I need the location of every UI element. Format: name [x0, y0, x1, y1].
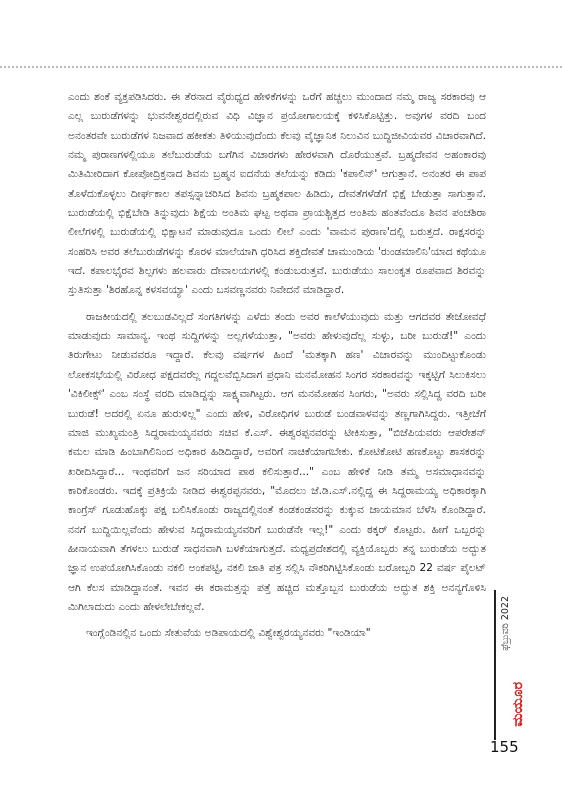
- page-side-margin: [494, 590, 534, 740]
- side-vertical-rule: [494, 590, 496, 740]
- issue-date: ಫೆಬ್ರುವರಿ 2022: [500, 596, 511, 651]
- article-body: [68, 88, 486, 644]
- page-number: 155: [490, 738, 519, 756]
- article-paragraph-2: ರಾಜಕೀಯದಲ್ಲಿ ತಲಬುಡವಿಲ್ಲದೆ ಸಂಗತಿಗಳನ್ನು ಎಳೆದು ತಂದು ಅವರ ಕಾಲೆಳೆಯುವುದು ಮತ್ತು ಆಗದವರ ತೇಜೋವಧೆ ಮಾಡುವುದು ಸಾಮಾನ್ಯ. ಇಂಥ ಸುದ್ದಿಗಳನ್ನು ಅಲ್ಲಗಳೆಯುತ್ತಾ, "ಅವರು ಹೇಳುವುದೆಲ್ಲ ಸುಳ್ಳು, ಬರೀ ಬುರುಡೆ!" ಎಂದು ತಿರುಗೇಟು ನೀಡುವವರೂ ಇದ್ದಾರೆ. ಕೆಲವು ವರ್ಷಗಳ ಹಿಂದೆ 'ಮತಕ್ಕಾಗಿ ಹಣ' ವಿಚಾರವನ್ನು ಮುಂದಿಟ್ಟುಕೊಂಡು ಲೋಕಸಭೆಯಲ್ಲಿ ವಿರೋಧ ಪಕ್ಷದವರೆಲ್ಲ ಗದ್ದಲವೆಬ್ಬಿಸಿದಾಗ ಪ್ರಧಾನಿ ಮನಮೋಹನ ಸಿಂಗರ ಸರಕಾರವನ್ನು ಇಕ್ಕಟ್ಟಿಗೆ ಸಿಲುಕಿಸಲು 'ವಿಕಿಲೀಕ್ಸ್' ಎಂಬ ಸಂಸ್ಥೆ ವರದಿ ಮಾಡಿದ್ದನ್ನು ಸಾಕ್ಷ್ಯವಾಗಿಟ್ಟರು. ಆಗ ಮನಮೋಹನ ಸಿಂಗರು, "ಅವರು ಸಲ್ಲಿಸಿದ್ದ ವರದಿ ಬರೀ ಬುರುಡೆ! ಅದರಲ್ಲಿ ಏನೂ ಹುರುಳಿಲ್ಲ" ಎಂದು ಹೇಳಿ, ವಿರೋಧಿಗಳ ಬುರುಡೆ ಬಂಡವಾಳವನ್ನು ತಣ್ಣಗಾಗಿಸಿದ್ದರು. ಇತ್ತೀಚೆಗೆ ಮಾಜಿ ಮುಖ್ಯಮಂತ್ರಿ ಸಿದ್ದರಾಮಯ್ಯನವರು ಸಚಿವ ಕೆ.ಎಸ್. ಈಶ್ವರಪ್ಪನವರನ್ನು ಟೀಕಿಸುತ್ತಾ, "ಬಿಜೆಪಿಯವರು ಆಪರೇಶನ್ ಕಮಲ ಮಾಡಿ ಹಿಂಬಾಗಿಲಿನಿಂದ ಅಧಿಕಾರ ಹಿಡಿದಿದ್ದಾರೆ, ಅವರಿಗೆ ನಾಚಿಕೆಯಾಗಬೇಕು. ಕೋಟಿಕೋಟಿ ಹಣಕೊಟ್ಟು ಶಾಸಕರನ್ನು ಖರೀದಿಸಿದ್ದಾರೆ... ಇಂಥವರಿಗೆ ಜನ ಸರಿಯಾದ ಪಾಠ ಕಲಿಸುತ್ತಾರೆ..." ಎಂಬ ಹೇಳಿಕೆ ನೀಡಿ ತಮ್ಮ ಅಸಮಾಧಾನವನ್ನು ಕಾರಿಕೊಂಡರು. ಇದಕ್ಕೆ ಪ್ರತಿಕ್ರಿಯೆ ನೀಡಿದ ಈಶ್ವರಪ್ಪನವರು, "ಮೊದಲು ಜೆ.ಡಿ.ಎಸ್.ನಲ್ಲಿದ್ದ ಈ ಸಿದ್ದರಾಮಯ್ಯ ಅಧಿಕಾರಕ್ಕಾಗಿ ಕಾಂಗ್ರೆಸ್ ಗೂಡುಹೊಕ್ಕು ಪಕ್ಷ ಬಲಿಸಿಕೊಂಡು ರಾಜ್ಯದಲ್ಲಿನಂತೆ ಕಂಡಕಂಡವರನ್ನು ಕುಕ್ಕುವ ಜಾಯಮಾನ ಬೆಳೆಸಿ ಕೊಂಡಿದ್ದಾರೆ. ನನಗೆ ಬುದ್ಧಿಯಿಲ್ಲವೆಂದು ಹೇಳುವ ಸಿದ್ದರಾಮಯ್ಯನವರಿಗೆ ಬುರುಡೆನೇ ಇಲ್ಲ!" ಎಂದು ಠಕ್ಕರ್ ಕೊಟ್ಟರು. ಹೀಗೆ ಒಬ್ಬರನ್ನು ಹೀನಾಯವಾಗಿ ತೆಗಳಲು ಬುರುಡೆ ಸಾಧನವಾಗಿ ಬಳಕೆಯಾಗುತ್ತದೆ. ಮಧ್ಯಪ್ರದೇಶದಲ್ಲಿ ವ್ಯಕ್ತಿಯೊಬ್ಬರು ತನ್ನ ಬುರುಡೆಯ ಅದ್ಭುತ ಜ್ಞಾನ ಉಪಯೋಗಿಸಿಕೊಂಡು ನಕಲಿ ಅಂಕಪಟ್ಟಿ, ನಕಲಿ ಜಾತಿ ಪತ್ರ ಸಲ್ಲಿಸಿ ನೌಕರಿಗಿಟ್ಟಿಸಿಕೊಂಡು ಬರೋಬ್ಬರಿ 22 ವರ್ಷ ಪೈಲಟ್ ಆಗಿ ಕೆಲಸ ಮಾಡಿದ್ದಾನಂತೆ. ಇವನ ಈ ಕರಾಮತ್ತನ್ನು ಪತ್ತೆ ಹಚ್ಚಿದ ಮತ್ತೊಬ್ಬನ ಬುರುಡೆಯ ಅದ್ಭುತ ಶಕ್ತಿ ಅನನ್ಯಗೊಳಿಸಿ ಮಿಗಿಲಾದುದು ಎಂದು ಹೇಳಲೇಬೇಕಲ್ಲವೆ.: [68, 310, 486, 613]
- article-paragraph-1: ಎಂದು ಶಂಕೆ ವ್ಯಕ್ತಪಡಿಸಿದರು. ಈ ತೆರನಾದ ವೈರುಧ್ಯದ ಹೇಳಿಕೆಗಳನ್ನು ಒರೆಗೆ ಹಚ್ಚಲು ಮುಂದಾದ ನಮ್ಮ ರಾಜ್ಯ ಸರಕಾರವು ಆ ಎಲ್ಲ ಬುರುಡೆಗಳನ್ನು ಭುವನೇಶ್ವರದಲ್ಲಿರುವ ವಿಧಿ ವಿಜ್ಞಾನ ಪ್ರಯೋಗಾಲಯಕ್ಕೆ ಕಳಿಸಿಕೊಟ್ಟಿತ್ತು. ಅವುಗಳ ವರದಿ ಬಂದ ಅನಂತರವೇ ಬುರುಡೆಗಳ ನಿಜವಾದ ಹಕೀಕತು ತಿಳಿಯುವುದೆಂದು ಕೆಲವು ವೈಜ್ಞಾನಿಕ ನಿಲುವಿನ ಬುದ್ಧಿಜೀವಿಯವರ ವಿಚಾರವಾಗಿದೆ. ನಮ್ಮ ಪುರಾಣಗಳಲ್ಲಿಯೂ ತಲೆಬುರುಡೆಯ ಬಗೆಗಿನ ವಿಚಾರಗಳು ಹೇರಳವಾಗಿ ದೊರೆಯುತ್ತವೆ. ಬ್ರಹ್ಮದೇವನ ಅಹಂಕಾರವು ಮಿತಿಮೀರಿದಾಗ ಕೋಪೋದ್ರಿಕ್ತನಾದ ಶಿವನು ಬ್ರಹ್ಮನ ಐದನೆಯ ತಲೆಯನ್ನು ಕಡಿದು 'ಕಪಾಲಿನ್' ಆಗುತ್ತಾನೆ. ಅನಂತರ ಈ ಪಾಪ ತೊಳೆದುಕೊಳ್ಳಲು ದೀರ್ಘಕಾಲ ತಪಸ್ಸನ್ನಾಚರಿಸಿದ ಶಿವನು ಬ್ರಹ್ಮಕಪಾಲ ಹಿಡಿದು, ದೇವತೆಗಳೆಡೆಗೆ ಭಿಕ್ಷೆ ಬೇಡುತ್ತಾ ಸಾಗುತ್ತಾನೆ. ಬುರುಡೆಯಲ್ಲಿ ಭಿಕ್ಷೆಬೇಡಿ ತಿನ್ನುವುದು ಶಿಕ್ಷೆಯ ಅಂತಿಮ ಘಟ್ಟ ಅಥವಾ ಪ್ರಾಯಶ್ಚಿತ್ತದ ಅಂತಿಮ ಹಂತವೆಂದೂ ಶಿವನ ಪಂಚಶಿರಾ ಲೀಲೆಗಳಲ್ಲಿ ಬುರುಡೆಯಲ್ಲಿ ಭಿಕ್ಷಾಟನೆ ಮಾಡುವುದೂ ಒಂದು ಲೀಲೆ ಎಂದು 'ವಾಮನ ಪುರಾಣ'ದಲ್ಲಿ ಬರುತ್ತದೆ. ರಾಕ್ಷಸರನ್ನು ಸಂಹರಿಸಿ ಅವರ ತಲೆಬುರುಡೆಗಳನ್ನು ಕೊರಳ ಮಾಲೆಯಾಗಿ ಧರಿಸಿದ ಶಕ್ತಿದೇವತೆ ಚಾಮುಂಡಿಯ 'ರುಂಡಮಾಲಿನಿ'ಯಾದ ಕಥೆಯೂ ಇದೆ. ಕಪಾಲಭೈರವ ಶಿಲ್ಪಗಳು ಹಲವಾರು ದೇವಾಲಯಗಳಲ್ಲಿ ಕಂಡುಬರುತ್ತವೆ. ಬುರುಡೆಯು ಸಾಲಂಕೃತ ರೂಪವಾದ ಶಿರವನ್ನು ಸ್ತುತಿಸುತ್ತಾ 'ಶಿರಹೊನ್ನ ಕಳಸವಯ್ಯಾ' ಎಂದು ಬಸವಣ್ಣನವರು ನಿವೇದನೆ ಮಾಡಿದ್ದಾರೆ.: [68, 91, 486, 297]
- top-dotted-divider: [0, 66, 562, 68]
- magazine-name: ಮಯೂರ: [510, 682, 526, 727]
- article-paragraph-3: ಇಂಗ್ಲೆಂಡಿನಲ್ಲಿನ ಒಂದು ಸೇತುವೆಯ ಅಡಿಪಾಯದಲ್ಲಿ ವಿಶ್ವೇಶ್ವರಯ್ಯನವರು "ಇಂಡಿಯಾ": [86, 627, 371, 640]
